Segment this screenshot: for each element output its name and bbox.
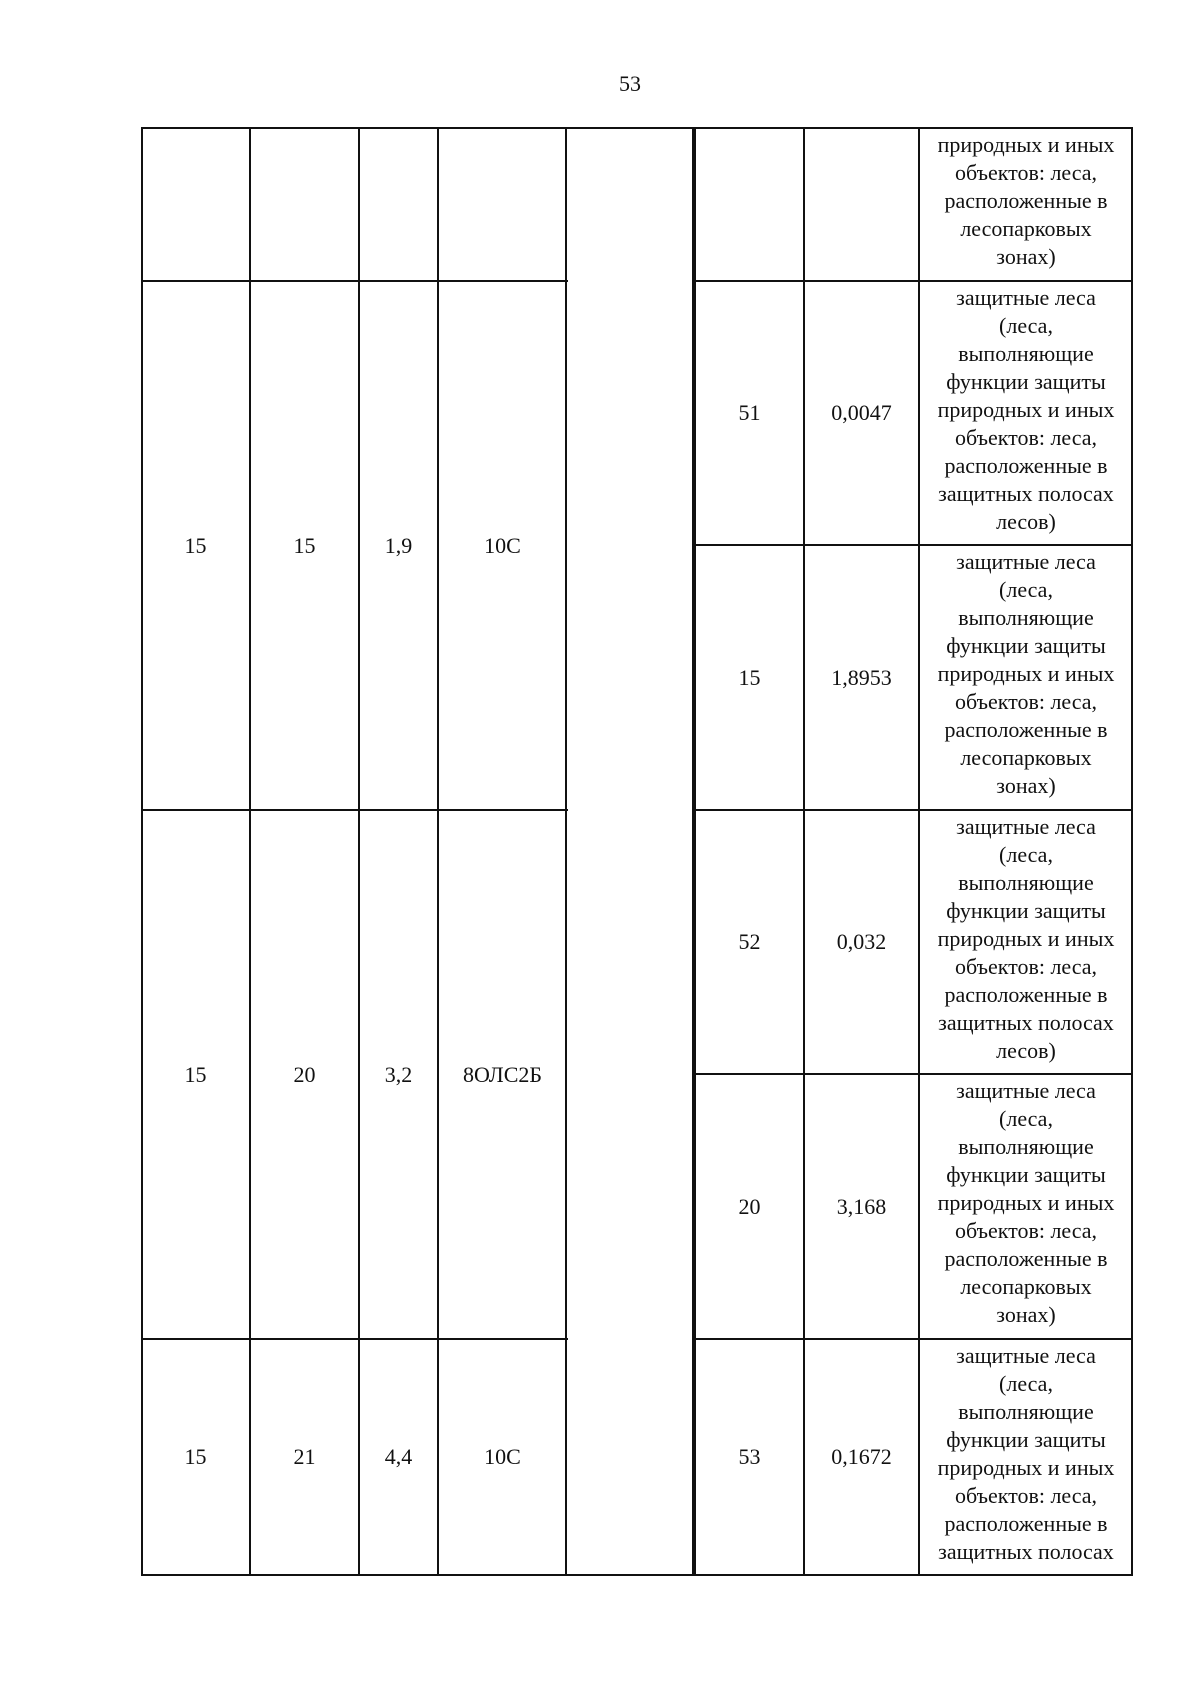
right-table-right-border [1131,127,1133,1576]
left-row-3-col-1: 15 [184,1444,207,1469]
left-table-top-border [141,127,568,129]
left-row-1-col-1: 15 [184,532,207,558]
left-row-2-col-1: 15 [184,1061,207,1087]
right-row-3-description: защитные леса (леса, выполняющие функции защиты природных и иных объектов: леса, расположенные в защитных полосах лесов) [937,814,1115,1063]
right-row-3-area: 0,032 [836,929,887,954]
right-row-2-area: 1,8953 [831,664,892,690]
right-table-top-border [692,127,1133,129]
right-row-5-area: 0,1672 [831,1444,892,1469]
right-row-0-number [695,128,804,281]
left-row-3-col-2: 21 [293,1444,316,1469]
right-column-divider [918,127,920,1576]
left-row-divider [141,280,568,282]
right-row-4-area: 3,168 [836,1193,887,1219]
right-table-left-border [694,127,696,1576]
right-row-1-number: 51 [738,400,761,425]
left-row-2-col-3: 3,2 [384,1061,413,1087]
right-row-3-number: 52 [738,929,761,954]
left-row-0-col-2 [250,128,359,281]
left-table-left-border [141,127,143,1576]
left-row-0-col-4 [438,128,567,281]
right-row-divider [692,280,1133,282]
left-column-divider [249,127,251,1576]
left-column-divider [358,127,360,1576]
right-row-4-description: защитные леса (леса, выполняющие функции защиты природных и иных объектов: леса, расположенные в лесопарковых зонах) [937,1078,1115,1327]
left-row-divider [141,1338,568,1340]
right-row-2-number: 15 [738,664,761,690]
left-row-2-col-2: 20 [293,1061,316,1087]
right-row-divider [692,544,1133,546]
right-column-divider [803,127,805,1576]
right-row-5-number: 53 [738,1444,761,1469]
right-row-divider [692,809,1133,811]
right-row-0-area [804,128,919,281]
left-row-divider [141,809,568,811]
spanning-column-top-border [567,127,695,129]
right-row-5-description: защитные леса (леса, выполняющие функции защиты природных и иных объектов: леса, расположенные в защитных полосах [937,1343,1115,1564]
left-row-1-col-3: 1,9 [384,532,413,558]
table-bottom-border [141,1574,695,1576]
right-row-1-area: 0,0047 [831,400,892,425]
left-row-0-col-1 [141,128,250,281]
left-row-0-col-3 [359,128,438,281]
right-row-2-description: защитные леса (леса, выполняющие функции защиты природных и иных объектов: леса, расположенные в лесопарковых зонах) [937,549,1115,798]
left-row-3-col-3: 4,4 [384,1444,413,1469]
right-row-1-description: защитные леса (леса, выполняющие функции защиты природных и иных объектов: леса, расположенные в защитных полосах лесов) [937,285,1115,534]
right-row-divider [692,1338,1133,1340]
left-row-1-col-4: 10С [484,532,521,558]
left-row-2-col-4: 8ОЛС2Б [462,1061,543,1087]
right-row-4-number: 20 [738,1193,761,1219]
left-row-1-col-2: 15 [293,532,316,558]
page-number: 53 [619,71,641,96]
right-table-bottom-border [692,1574,1133,1576]
left-column-divider [565,127,567,1576]
left-row-3-col-4: 10С [484,1444,521,1469]
right-row-divider [692,1073,1133,1075]
left-column-divider [437,127,439,1576]
right-row-0-description: природных и иных объектов: леса, расположенные в лесопарковых зонах) [937,132,1115,269]
